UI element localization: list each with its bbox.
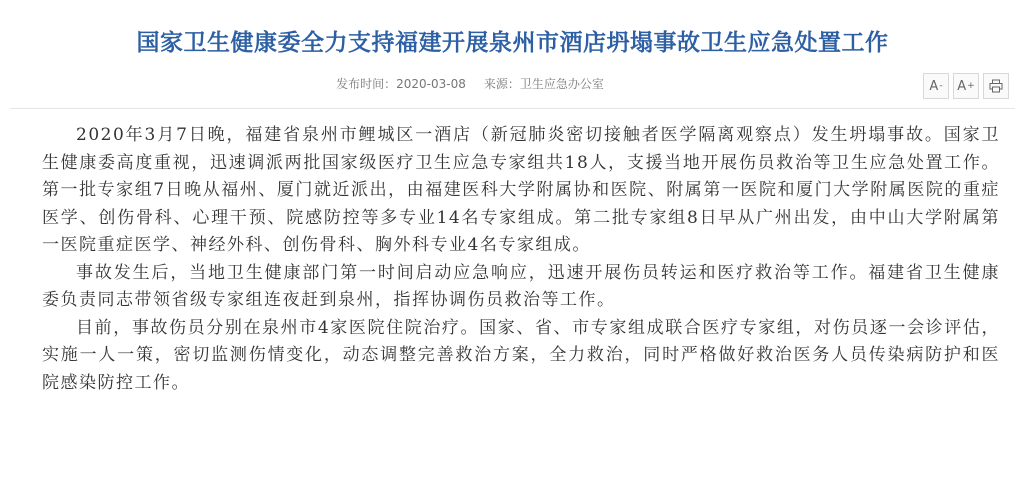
font-increase-button[interactable]	[953, 73, 979, 99]
published-date: 2020-03-08	[396, 77, 466, 91]
article-title: 国家卫生健康委全力支持福建开展泉州市酒店坍塌事故卫生应急处置工作	[136, 30, 889, 56]
print-button[interactable]	[983, 73, 1009, 99]
article-paragraph-1: 2020年3月7日晚，福建省泉州市鲤城区一酒店（新冠肺炎密切接触者医学隔离观察点）发生坍塌事故。国家卫生健康委高度重视，迅速调派两批国家级医疗卫生应急专家组共18人，支援当地开展伤员救治等卫生应急处置工作。第一批专家组7日晚从福州、厦门就近派出，由福建医科大学附属协和医院、附属第一医院和厦门大学附属医院的重症医学、创伤骨科、心理干预、院感防控等多专业14名专家组成。第二批专家组8日早从广州出发，由中山大学附属第一医院重症医学、神经外科、创伤骨科、胸外科专业4名专家组成。	[42, 125, 1000, 255]
font-decrease-label: A	[929, 78, 939, 94]
font-decrease-sup: -	[939, 81, 943, 91]
font-decrease-button[interactable]	[923, 73, 949, 99]
article-paragraph-2: 事故发生后，当地卫生健康部门第一时间启动应急响应，迅速开展伤员转运和医疗救治等工作。福建省卫生健康委负责同志带领省级专家组连夜赶到泉州，指挥协调伤员救治等工作。	[42, 262, 1000, 310]
article-meta	[0, 75, 943, 92]
source-label: 来源：	[483, 77, 520, 91]
font-increase-label: A	[957, 78, 967, 94]
article-toolbar	[923, 73, 1009, 99]
article-body	[42, 122, 1000, 397]
header-divider	[10, 108, 1015, 109]
font-increase-sup: +	[967, 81, 975, 91]
article-paragraph-3: 目前，事故伤员分别在泉州市4家医院住院治疗。国家、省、市专家组成联合医疗专家组，对伤员逐一会诊评估，实施一人一策，密切监测伤情变化，动态调整完善救治方案，全力救治，同时严格做好救治医务人员传染病防护和医院感染防控工作。	[42, 317, 1000, 393]
printer-icon	[989, 79, 1003, 93]
published-label: 发布时间：	[336, 77, 397, 91]
source-value: 卫生应急办公室	[519, 77, 604, 91]
